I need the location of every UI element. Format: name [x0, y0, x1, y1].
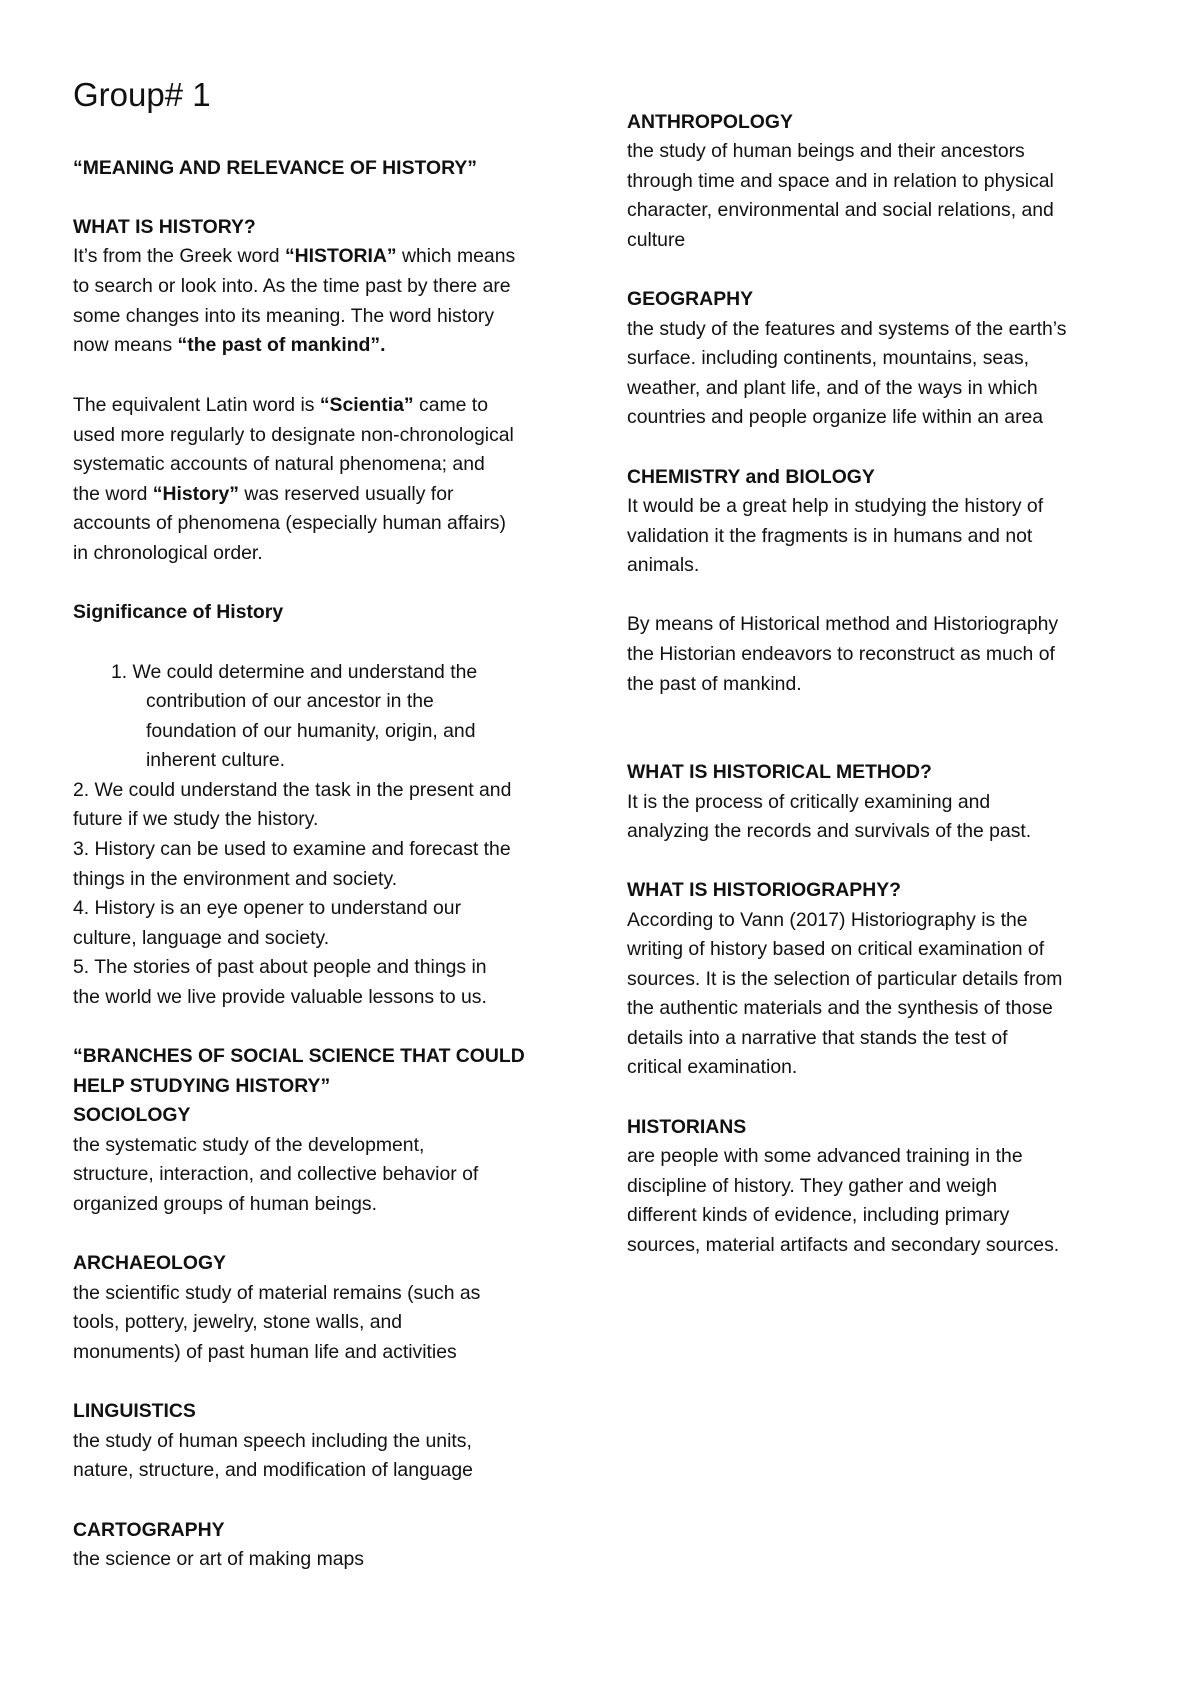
archaeology-heading: ARCHAEOLOGY [73, 1252, 226, 1274]
geography-heading: GEOGRAPHY [627, 288, 754, 310]
sociology-text-line: structure, interaction, and collective behavior of [73, 1163, 479, 1185]
branches-heading: “BRANCHES OF SOCIAL SCIENCE THAT COULD [73, 1045, 525, 1067]
historiography-text-line: critical examination. [627, 1056, 798, 1078]
historiography-text-line: the authentic materials and the synthesis of those [627, 997, 1053, 1019]
branches-heading: HELP STUDYING HISTORY” [73, 1075, 331, 1097]
latin-text-line: the word “History” was reserved usually for [73, 483, 454, 505]
archaeology-text-line: tools, pottery, jewelry, stone walls, and [73, 1311, 403, 1333]
list-item: inherent culture. [146, 749, 286, 771]
history-text-line: some changes into its meaning. The word history [73, 305, 495, 327]
historiography-text-line: writing of history based on critical examination of [627, 938, 1045, 960]
anthropology-heading: ANTHROPOLOGY [627, 111, 793, 133]
historians-text-line: discipline of history. They gather and weigh [627, 1175, 998, 1197]
geography-text-line: countries and people organize life within an area [627, 406, 1044, 428]
historiography-text-line: sources. It is the selection of particular details from [627, 968, 1063, 990]
latin-text-line: in chronological order. [73, 542, 263, 564]
historiography-text-line: details into a narrative that stands the test of [627, 1027, 1008, 1049]
anthropology-text-line: the study of human beings and their ancestors [627, 140, 1025, 162]
historiography-heading: WHAT IS HISTORIOGRAPHY? [627, 879, 901, 901]
list-item: culture, language and society. [73, 927, 330, 949]
means-text-line: By means of Historical method and Historiography [627, 613, 1059, 635]
sociology-text-line: the systematic study of the development, [73, 1134, 425, 1156]
anthropology-text-line: through time and space and in relation to physical [627, 170, 1054, 192]
anthropology-text-line: character, environmental and social relations, and [627, 199, 1054, 221]
list-item: things in the environment and society. [73, 868, 398, 890]
page-title: Group# 1 [73, 76, 211, 113]
historians-text-line: different kinds of evidence, including primary [627, 1204, 1010, 1226]
list-item: 5. The stories of past about people and things in [73, 956, 487, 978]
historians-heading: HISTORIANS [627, 1116, 747, 1138]
anthropology-text-line: culture [627, 229, 686, 251]
list-item: foundation of our humanity, origin, and [146, 720, 476, 742]
list-item: 4. History is an eye opener to understand our [73, 897, 462, 919]
linguistics-heading: LINGUISTICS [73, 1400, 196, 1422]
list-item: 3. History can be used to examine and forecast the [73, 838, 511, 860]
method-heading: WHAT IS HISTORICAL METHOD? [627, 761, 932, 783]
sociology-text-line: organized groups of human beings. [73, 1193, 377, 1215]
archaeology-text-line: monuments) of past human life and activities [73, 1341, 457, 1363]
list-item: the world we live provide valuable lessons to us. [73, 986, 487, 1008]
list-item: future if we study the history. [73, 808, 319, 830]
linguistics-text-line: nature, structure, and modification of language [73, 1459, 473, 1481]
what-is-history-heading: WHAT IS HISTORY? [73, 216, 256, 238]
latin-text-line: accounts of phenomena (especially human affairs) [73, 512, 506, 534]
list-item: contribution of our ancestor in the [146, 690, 434, 712]
method-text-line: It is the process of critically examining and [627, 791, 991, 813]
history-text-line: It’s from the Greek word “HISTORIA” which means [73, 245, 516, 267]
chembio-heading: CHEMISTRY and BIOLOGY [627, 466, 875, 488]
chembio-text-line: animals. [627, 554, 700, 576]
linguistics-text-line: the study of human speech including the units, [73, 1430, 472, 1452]
historians-text-line: are people with some advanced training in the [627, 1145, 1023, 1167]
significance-heading: Significance of History [73, 601, 284, 623]
means-text-line: the Historian endeavors to reconstruct as much of [627, 643, 1055, 665]
cartography-text-line: the science or art of making maps [73, 1548, 364, 1570]
list-item: 2. We could understand the task in the present and [73, 779, 512, 801]
cartography-heading: CARTOGRAPHY [73, 1519, 225, 1541]
sociology-heading: SOCIOLOGY [73, 1104, 191, 1126]
chembio-text-line: It would be a great help in studying the history of [627, 495, 1044, 517]
method-text-line: analyzing the records and survivals of the past. [627, 820, 1032, 842]
geography-text-line: surface. including continents, mountains, seas, [627, 347, 1030, 369]
historiography-text-line: According to Vann (2017) Historiography is the [627, 909, 1028, 931]
history-text-line: to search or look into. As the time past by there are [73, 275, 511, 297]
historians-text-line: sources, material artifacts and secondary sources. [627, 1234, 1060, 1256]
geography-text-line: weather, and plant life, and of the ways in which [627, 377, 1038, 399]
geography-text-line: the study of the features and systems of the earth’s [627, 318, 1067, 340]
chembio-text-line: validation it the fragments is in humans and not [627, 525, 1033, 547]
means-text-line: the past of mankind. [627, 673, 802, 695]
list-item: 1. We could determine and understand the [111, 661, 478, 683]
latin-text-line: used more regularly to designate non-chronological [73, 424, 514, 446]
archaeology-text-line: the scientific study of material remains (such as [73, 1282, 481, 1304]
latin-text-line: systematic accounts of natural phenomena; and [73, 453, 485, 475]
latin-text-line: The equivalent Latin word is “Scientia” came to [73, 394, 488, 416]
history-text-line: now means “the past of mankind”. [73, 334, 386, 356]
topic-heading: “MEANING AND RELEVANCE OF HISTORY” [73, 157, 477, 179]
